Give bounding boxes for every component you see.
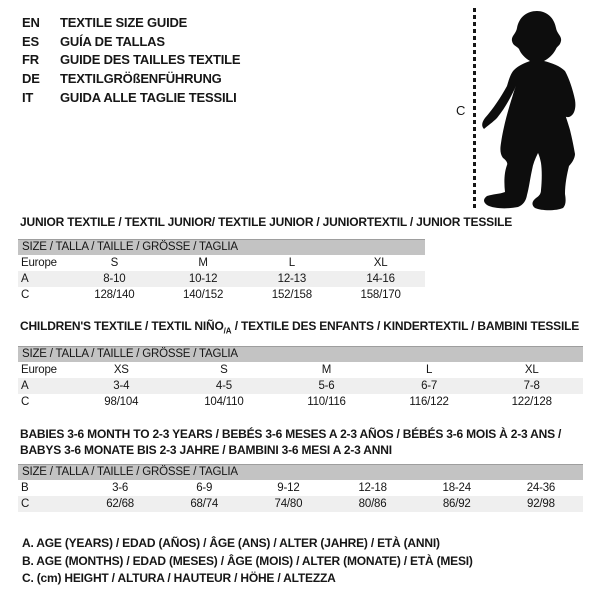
size-cell: L [288, 257, 295, 269]
table-row [18, 480, 583, 496]
size-cell: XL [373, 257, 388, 269]
row-label: A [21, 380, 29, 392]
table-row [18, 496, 583, 512]
size-header-bar: SIZE / TALLA / TAILLE / GRÖSSE / TAGLIA [18, 346, 583, 362]
size-cell: S [110, 257, 119, 269]
children-size-table [18, 346, 583, 410]
size-cell: 116/122 [409, 396, 449, 408]
row-label: Europe [21, 364, 57, 376]
size-cell: 62/68 [106, 498, 134, 510]
legend-line-c: C. (cm) HEIGHT / ALTURA / HAUTEUR / HÖHE / ALTEZZA [22, 571, 336, 585]
size-cell: 3-6 [112, 482, 129, 494]
language-list [22, 13, 240, 106]
table-row [18, 287, 425, 303]
language-code: EN [22, 14, 40, 30]
size-cell: 6-9 [196, 482, 213, 494]
size-cell: 80/86 [358, 498, 387, 510]
language-label: GUIDE DES TAILLES TEXTILE [60, 52, 241, 68]
language-label: TEXTILGRÖßENFÜHRUNG [60, 70, 222, 86]
height-dashed-line [473, 8, 476, 208]
language-code: FR [22, 52, 39, 68]
table-row [18, 255, 425, 271]
size-cell: 4-5 [215, 380, 232, 392]
language-row [22, 13, 240, 32]
babies-title-line1: BABIES 3-6 MONTH TO 2-3 YEARS / BEBÉS 3-6 MESES A 2-3 AÑOS / BÉBÉS 3-6 MOIS À 2-3 ANS / [20, 427, 562, 441]
size-cell: 74/80 [274, 498, 303, 510]
size-header-bar: SIZE / TALLA / TAILLE / GRÖSSE / TAGLIA [18, 464, 583, 480]
language-code: IT [22, 89, 34, 105]
size-cell: 12-18 [358, 482, 387, 494]
legend-line-b: B. AGE (MONTHS) / EDAD (MESES) / ÂGE (MOIS) / ALTER (MONATE) / ETÀ (MESI) [22, 553, 473, 568]
size-cell: 12-13 [277, 273, 307, 285]
junior-size-table [18, 239, 425, 303]
babies-section-title [20, 426, 561, 458]
row-label: C [21, 289, 30, 301]
language-row [22, 50, 240, 69]
size-cell: 104/110 [204, 396, 244, 408]
size-cell: 152/158 [271, 289, 312, 301]
baby-silhouette-icon [480, 2, 600, 218]
language-code: DE [22, 70, 40, 86]
size-cell: 140/152 [183, 289, 224, 301]
size-cell: M [198, 257, 208, 269]
size-cell: L [425, 364, 433, 376]
table-row [18, 378, 583, 394]
junior-section-title: JUNIOR TEXTILE / TEXTIL JUNIOR/ TEXTILE JUNIOR / JUNIORTEXTIL / JUNIOR TESSILE [20, 215, 513, 229]
size-cell: 24-36 [526, 482, 556, 494]
size-cell: 128/140 [94, 289, 135, 301]
size-cell: S [220, 364, 228, 376]
children-title-sub: /A [223, 326, 232, 336]
size-cell: M [321, 364, 332, 376]
table-row [18, 394, 583, 410]
size-cell: 8-10 [103, 273, 126, 285]
size-cell: XL [524, 364, 539, 376]
size-cell: 110/116 [307, 396, 346, 408]
children-section-title [20, 319, 579, 335]
row-label: A [21, 273, 29, 285]
size-cell: 68/74 [190, 498, 219, 510]
size-cell: 158/170 [360, 289, 401, 301]
row-label: C [21, 396, 30, 408]
row-label: B [21, 482, 29, 494]
table-row [18, 362, 583, 378]
language-row [22, 88, 240, 107]
language-row [22, 32, 240, 51]
babies-size-table [18, 464, 583, 512]
size-cell: 7-8 [523, 380, 540, 392]
size-cell: 18-24 [442, 482, 471, 494]
size-cell: 86/92 [442, 498, 471, 510]
legend [22, 535, 473, 588]
size-cell: 3-4 [113, 380, 130, 392]
row-label: Europe [21, 257, 57, 269]
size-cell: 92/98 [527, 498, 555, 510]
size-cell: 14-16 [366, 273, 395, 285]
size-header-bar: SIZE / TALLA / TAILLE / GRÖSSE / TAGLIA [18, 239, 425, 255]
size-cell: 9-12 [277, 482, 300, 494]
height-label-c: C [456, 103, 466, 118]
language-label: TEXTILE SIZE GUIDE [60, 14, 188, 30]
babies-title-line2: BABYS 3-6 MONATE BIS 2-3 JAHRE / BAMBINI 3-6 MESI A 2-3 ANNI [20, 443, 392, 457]
size-cell: XS [113, 364, 129, 376]
size-cell: 6-7 [421, 380, 438, 392]
language-label: GUÍA DE TALLAS [60, 33, 165, 49]
children-title-main: CHILDREN'S TEXTILE / TEXTIL NIÑO [20, 319, 224, 333]
children-title-rest: / TEXTILE DES ENFANTS / KINDERTEXTIL / BAMBINI TESSILE [231, 319, 580, 333]
size-cell: 10-12 [188, 273, 218, 285]
language-code: ES [22, 33, 39, 49]
legend-line-a: A. AGE (YEARS) / EDAD (AÑOS) / ÂGE (ANS) / ALTER (JAHRE) / ETÀ (ANNI) [22, 536, 440, 550]
size-cell: 122/128 [511, 396, 552, 408]
size-cell: 5-6 [318, 380, 335, 392]
row-label: C [21, 498, 30, 510]
table-row [18, 271, 425, 287]
language-label: GUIDA ALLE TAGLIE TESSILI [60, 89, 237, 105]
language-row [22, 69, 240, 88]
size-cell: 98/104 [104, 396, 139, 408]
